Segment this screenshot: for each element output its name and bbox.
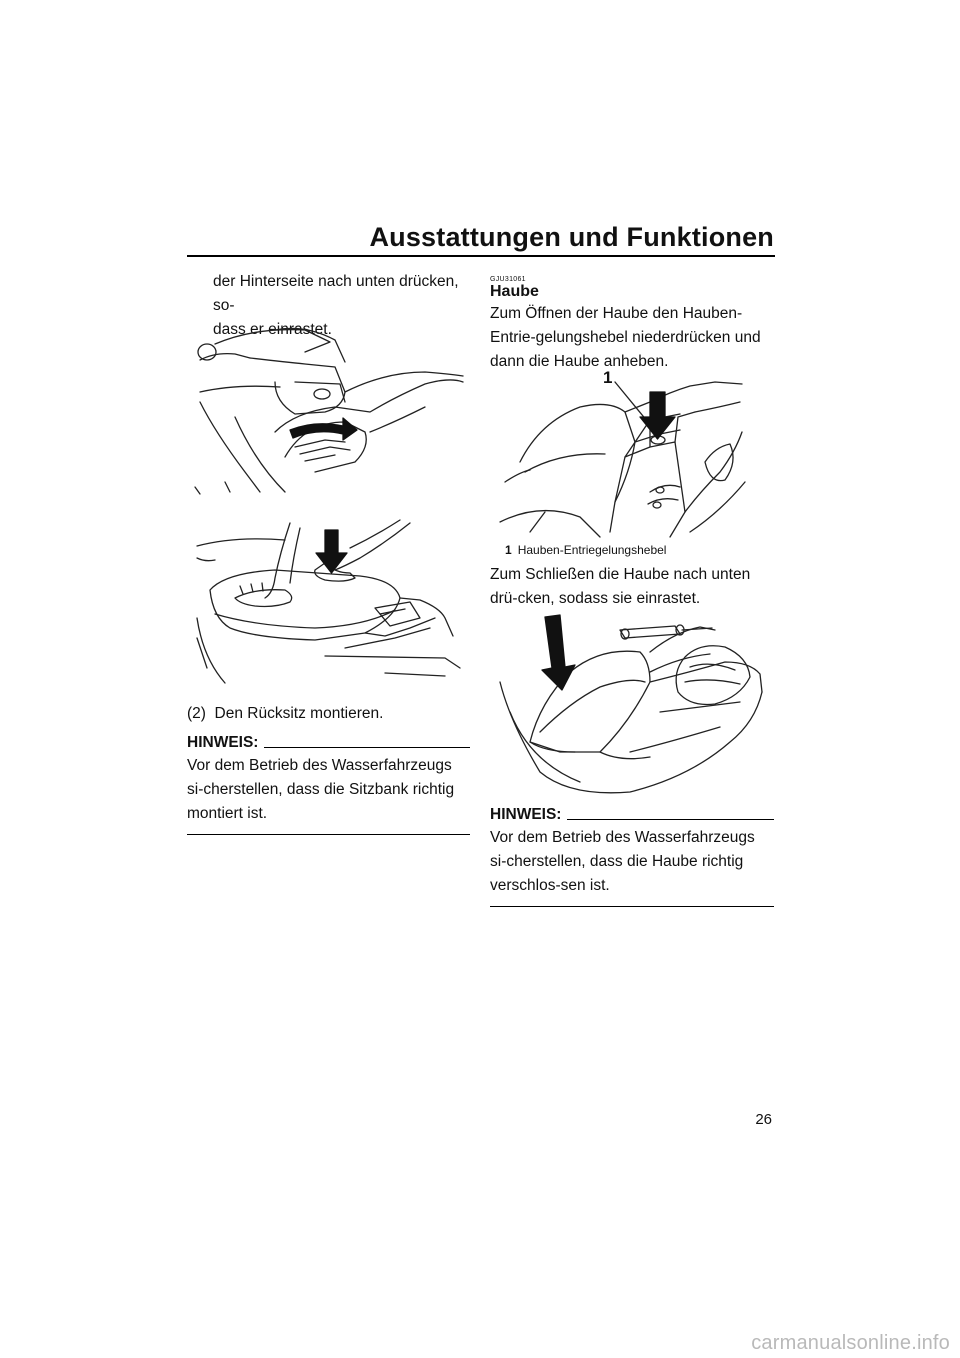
callout-number: 1 bbox=[603, 368, 613, 387]
page-number: 26 bbox=[755, 1111, 772, 1128]
note-box-left bbox=[187, 734, 470, 835]
watermark-text: carmanualsonline.info bbox=[751, 1332, 950, 1354]
curved-arrow-icon bbox=[290, 418, 357, 440]
watermark-bar bbox=[0, 1329, 960, 1358]
illustration-seat-press bbox=[195, 518, 465, 688]
illustration-seat-hook bbox=[195, 322, 465, 497]
note-box-right bbox=[490, 806, 774, 907]
close-instructions: Zum Schließen die Haube nach unten drü-cken, sodass sie einrastet. bbox=[490, 566, 751, 607]
open-instructions: Zum Öffnen der Haube den Hauben-Entrie-gelungshebel niederdrücken und dann die Haube anheben. bbox=[490, 305, 761, 370]
page-title: Ausstattungen und Funktionen bbox=[369, 222, 774, 252]
note-heading: HINWEIS: bbox=[490, 806, 562, 823]
note-text: Vor dem Betrieb des Wasserfahrzeugs si-cherstellen, dass die Haube richtig verschlos-sen ist. bbox=[490, 829, 755, 894]
title-rule bbox=[187, 255, 775, 257]
intro-text: der Hinterseite nach unten drücken, so- dass er einrastet. bbox=[213, 273, 459, 338]
illustration-hood-close bbox=[500, 612, 765, 802]
figure-caption: 1 Hauben-Entriegelungshebel bbox=[505, 543, 667, 557]
section-heading: Haube bbox=[490, 283, 539, 300]
section-code: GJU31061 bbox=[490, 276, 526, 283]
step-text: (2) Den Rücksitz montieren. bbox=[187, 705, 384, 722]
note-text: Vor dem Betrieb des Wasserfahrzeugs si-cherstellen, dass die Sitzbank richtig montiert ist. bbox=[187, 757, 455, 822]
note-heading: HINWEIS: bbox=[187, 734, 259, 751]
illustration-hood-lever bbox=[500, 372, 760, 540]
down-arrow-icon bbox=[542, 615, 575, 690]
